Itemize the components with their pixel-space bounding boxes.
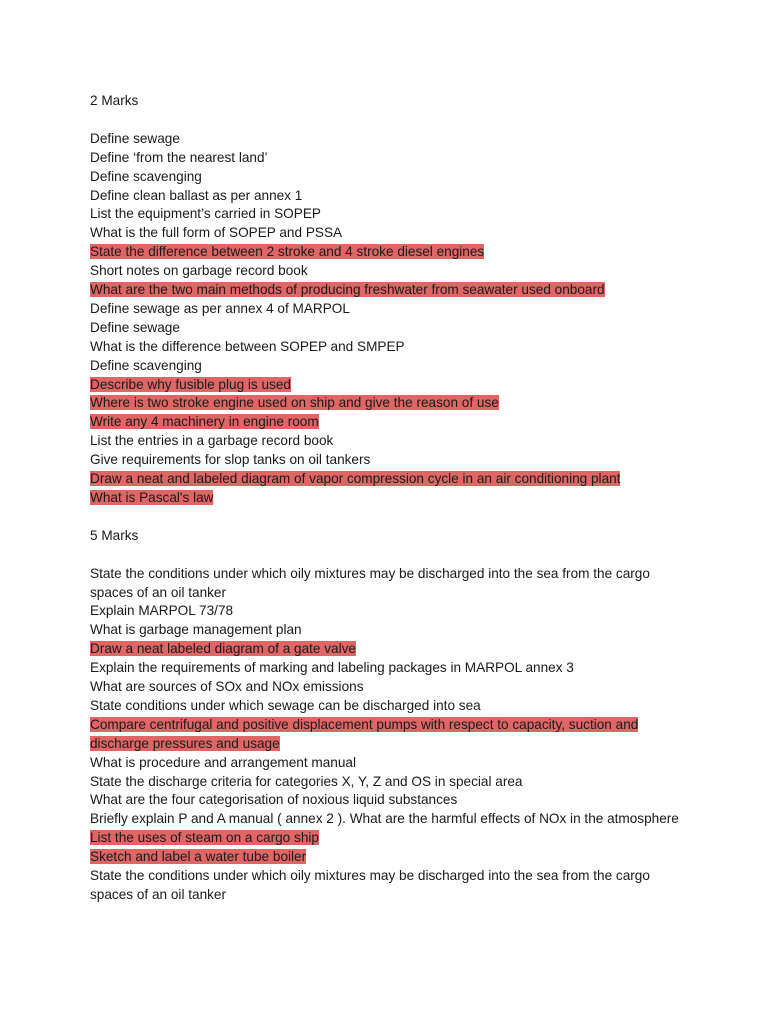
- question-item: [90, 319, 680, 338]
- question-item: [90, 754, 680, 773]
- question-text: Define sewage: [90, 130, 180, 146]
- question-item: [90, 565, 680, 603]
- question-item: [90, 130, 680, 149]
- question-item: [90, 243, 680, 262]
- spacer: [90, 508, 680, 527]
- question-text: What is garbage management plan: [90, 622, 302, 638]
- question-item: [90, 810, 680, 829]
- question-text: What are sources of SOx and NOx emissions: [90, 679, 364, 695]
- question-text: Give requirements for slop tanks on oil tankers: [90, 452, 371, 468]
- question-item: [90, 640, 680, 659]
- highlighted-question-text: Describe why fusible plug is used: [90, 376, 291, 392]
- question-item: [90, 168, 680, 187]
- question-text: Briefly explain P and A manual ( annex 2 ). What are the harmful effects of NOx in the atmosphere: [90, 811, 679, 827]
- question-text: Define clean ballast as per annex 1: [90, 187, 303, 203]
- question-item: [90, 621, 680, 640]
- question-item: [90, 338, 680, 357]
- question-text: List the equipment’s carried in SOPEP: [90, 206, 321, 222]
- question-item: [90, 451, 680, 470]
- question-item: [90, 470, 680, 489]
- question-item: [90, 791, 680, 810]
- question-item: [90, 224, 680, 243]
- question-text: What are the four categorisation of noxious liquid substances: [90, 792, 458, 808]
- highlighted-question-text: Write any 4 machinery in engine room: [90, 414, 319, 430]
- question-item: [90, 678, 680, 697]
- question-item: [90, 300, 680, 319]
- highlighted-question-text: What is Pascal's law: [90, 490, 214, 506]
- question-text: Define sewage as per annex 4 of MARPOL: [90, 300, 350, 316]
- question-text: Short notes on garbage record book: [90, 263, 308, 279]
- question-item: [90, 602, 680, 621]
- question-item: [90, 394, 680, 413]
- question-item: [90, 432, 680, 451]
- question-item: [90, 716, 680, 754]
- question-text: State conditions under which sewage can be discharged into sea: [90, 697, 481, 713]
- highlighted-question-text: State the difference between 2 stroke and 4 stroke diesel engines: [90, 244, 485, 260]
- highlighted-question-text: Draw a neat and labeled diagram of vapor compression cycle in an air conditioning plant: [90, 471, 621, 487]
- question-item: [90, 773, 680, 792]
- question-text: Define scavenging: [90, 357, 202, 373]
- section-heading-5-marks: 5 Marks: [90, 527, 139, 543]
- question-item: [90, 149, 680, 168]
- question-text: Define sewage: [90, 319, 180, 335]
- question-text: Explain the requirements of marking and labeling packages in MARPOL annex 3: [90, 660, 574, 676]
- question-item: [90, 376, 680, 395]
- question-item: [90, 187, 680, 206]
- question-item: [90, 357, 680, 376]
- question-text: Define ‘from the nearest land’: [90, 149, 268, 165]
- highlighted-question-text: Compare centrifugal and positive displacement pumps with respect to capacity, suction and discharge pressures and usage: [90, 716, 639, 751]
- highlighted-question-text: Sketch and label a water tube boiler: [90, 849, 307, 865]
- question-text: State the discharge criteria for categories X, Y, Z and OS in special area: [90, 773, 523, 789]
- section-heading-2-marks: 2 Marks: [90, 93, 139, 108]
- question-item: [90, 489, 680, 508]
- question-text: State the conditions under which oily mixtures may be discharged into the sea from the cargo spaces of an oil tanker: [90, 868, 650, 903]
- question-item: [90, 262, 680, 281]
- question-list-2-marks: [90, 130, 680, 508]
- highlighted-question-text: Draw a neat labeled diagram of a gate valve: [90, 641, 356, 657]
- question-text: Explain MARPOL 73/78: [90, 603, 234, 619]
- question-text: State the conditions under which oily mixtures may be discharged into the sea from the cargo spaces of an oil tanker: [90, 565, 650, 600]
- spacer: [90, 546, 680, 565]
- question-item: [90, 281, 680, 300]
- question-item: [90, 697, 680, 716]
- document-body: [90, 92, 680, 905]
- highlighted-question-text: What are the two main methods of producing freshwater from seawater used onboard: [90, 282, 605, 298]
- question-list-5-marks: [90, 565, 680, 905]
- question-text: What is the full form of SOPEP and PSSA: [90, 225, 343, 241]
- question-text: List the entries in a garbage record book: [90, 433, 334, 449]
- question-text: What is the difference between SOPEP and SMPEP: [90, 338, 405, 354]
- highlighted-question-text: Where is two stroke engine used on ship and give the reason of use: [90, 395, 499, 411]
- question-item: [90, 413, 680, 432]
- question-item: [90, 867, 680, 905]
- highlighted-question-text: List the uses of steam on a cargo ship: [90, 830, 319, 846]
- spacer: [90, 111, 680, 130]
- question-item: [90, 829, 680, 848]
- question-item: [90, 659, 680, 678]
- question-text: What is procedure and arrangement manual: [90, 754, 356, 770]
- question-text: Define scavenging: [90, 168, 202, 184]
- question-item: [90, 205, 680, 224]
- question-item: [90, 848, 680, 867]
